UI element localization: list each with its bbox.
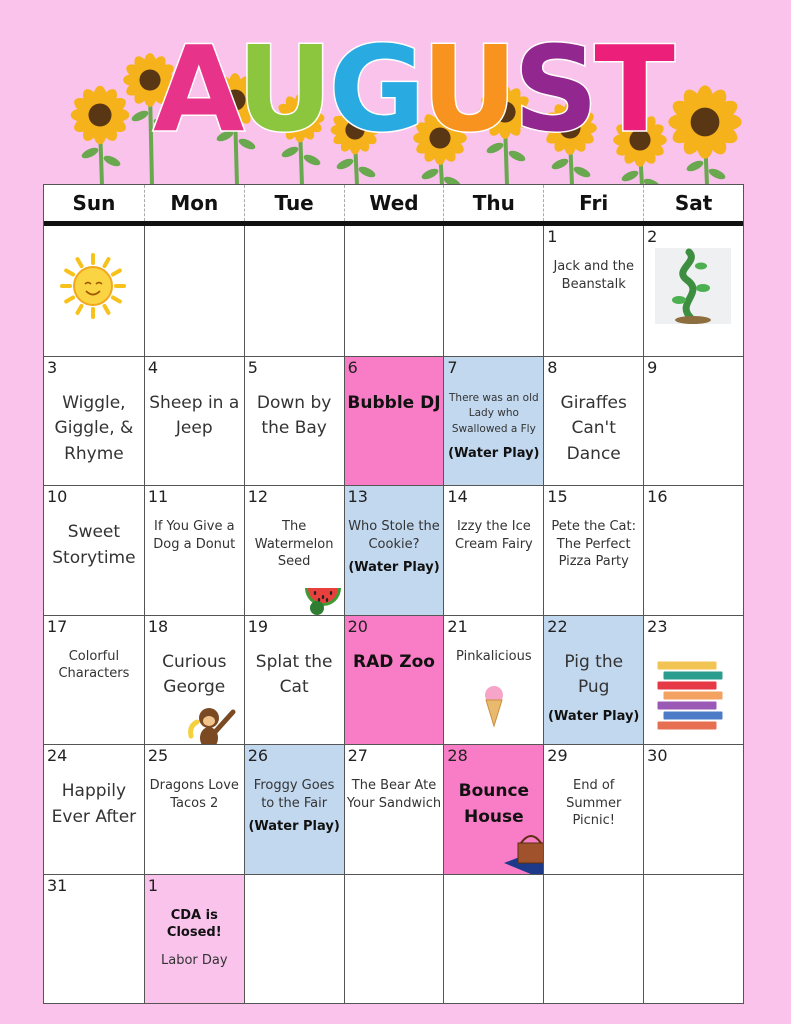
event-title: Splat the Cat <box>255 651 333 697</box>
water-play-note: (Water Play) <box>548 708 640 724</box>
event-title: Curious George <box>162 651 227 697</box>
event-title-wrap <box>446 391 541 464</box>
day-cell <box>144 615 244 745</box>
event-title-wrap <box>446 648 541 666</box>
day-cell <box>144 356 244 486</box>
day-number: 10 <box>47 487 68 506</box>
day-cell <box>344 485 444 615</box>
event-title-wrap <box>546 518 641 571</box>
day-cell <box>443 744 543 874</box>
day-number: 12 <box>247 487 269 506</box>
event-title-wrap <box>247 777 342 836</box>
day-cell <box>44 874 144 1004</box>
event-title-wrap <box>147 650 242 701</box>
day-cell <box>44 615 144 745</box>
beanstalk-icon <box>655 248 731 324</box>
weekday-header <box>44 185 743 226</box>
day-cell <box>344 874 444 1004</box>
event-title-wrap <box>546 391 641 468</box>
event-title-wrap <box>546 258 641 293</box>
day-number: 23 <box>647 616 668 636</box>
title-letter: T <box>594 20 671 158</box>
day-cell <box>543 226 643 356</box>
weekday-label: Wed <box>344 185 444 221</box>
day-cell <box>443 615 543 745</box>
event-title-wrap <box>46 648 142 683</box>
day-cell <box>44 744 144 874</box>
event-title: Bounce House <box>458 781 530 827</box>
event-title-wrap <box>147 518 242 553</box>
event-title: If You Give a Dog a Donut <box>153 519 236 552</box>
day-number: 27 <box>347 746 368 765</box>
day-number: 19 <box>247 616 269 636</box>
day-cell <box>643 874 743 1004</box>
day-cell <box>44 485 144 615</box>
weekday-label: Sat <box>643 185 743 221</box>
monkey-icon <box>185 706 243 745</box>
event-title: End of Summer Picnic! <box>566 778 622 829</box>
water-play-note: (Water Play) <box>348 560 440 576</box>
day-number: 22 <box>547 616 568 636</box>
event-title: The Watermelon Seed <box>254 519 334 570</box>
day-number: 4 <box>147 357 159 377</box>
event-title: Happily Ever After <box>51 781 137 827</box>
day-cell <box>643 226 743 356</box>
day-number: 2 <box>647 227 658 246</box>
day-number: 29 <box>547 746 568 765</box>
day-cell <box>344 744 444 874</box>
day-number: 26 <box>247 746 269 765</box>
day-cell <box>543 744 643 874</box>
event-title-wrap <box>347 391 442 417</box>
event-title: Down by the Bay <box>256 392 332 438</box>
event-title-wrap <box>446 518 541 553</box>
water-play-note: (Water Play) <box>448 445 540 461</box>
event-title-wrap <box>347 650 442 676</box>
day-number: 5 <box>247 357 258 377</box>
sunflower-icon <box>71 86 130 185</box>
title-letter: S <box>513 20 595 158</box>
event-title: Froggy Goes to the Fair <box>253 778 335 811</box>
event-title-wrap <box>46 520 142 571</box>
day-cell <box>643 744 743 874</box>
calendar <box>43 184 744 1004</box>
event-title-wrap <box>147 907 242 970</box>
event-title: Pinkalicious <box>456 648 532 664</box>
event-title: There was an old Lady who Swallowed a Fly <box>449 391 539 435</box>
event-title-wrap <box>147 391 242 442</box>
day-number: 24 <box>47 746 68 765</box>
weekday-label: Fri <box>543 185 643 221</box>
sunflower-icon <box>668 85 741 185</box>
holiday-label: Labor Day <box>160 952 228 968</box>
day-number: 28 <box>447 746 468 765</box>
title-letter: U <box>236 20 329 158</box>
event-title-wrap <box>46 779 142 830</box>
day-cell <box>643 356 743 486</box>
day-number: 14 <box>447 487 468 506</box>
page-title <box>153 20 674 158</box>
day-number: 15 <box>547 487 568 506</box>
event-title: RAD Zoo <box>353 651 435 672</box>
weekday-label: Sun <box>72 191 116 215</box>
watermelon-icon <box>303 578 343 615</box>
day-number: 13 <box>347 487 368 506</box>
title-banner <box>0 0 791 190</box>
event-title-wrap <box>46 391 142 468</box>
day-cell <box>543 874 643 1004</box>
event-title: Jack and the Beanstalk <box>553 259 634 292</box>
day-cell <box>443 226 543 356</box>
calendar-grid <box>44 226 743 1003</box>
day-number: 7 <box>447 357 458 377</box>
event-title: Izzy the Ice Cream Fairy <box>454 519 533 552</box>
day-cell <box>443 485 543 615</box>
day-cell <box>244 226 344 356</box>
day-cell <box>543 485 643 615</box>
day-number: 9 <box>647 357 658 377</box>
day-cell <box>244 874 344 1004</box>
day-number: 30 <box>647 746 668 765</box>
event-title-wrap <box>347 518 442 577</box>
weekday-label: Tue <box>244 185 344 221</box>
day-cell <box>44 356 144 486</box>
sun-icon <box>58 251 128 321</box>
event-title: Sheep in a Jeep <box>149 392 240 438</box>
ice-cream-icon <box>482 684 506 728</box>
event-title: Colorful Characters <box>58 648 130 682</box>
event-title: The Bear Ate Your Sandwich <box>346 778 442 811</box>
day-number: 25 <box>147 746 169 765</box>
day-cell <box>344 356 444 486</box>
day-number: 16 <box>647 487 668 506</box>
day-cell <box>44 226 144 356</box>
day-number: 8 <box>547 357 558 377</box>
event-title: Pete the Cat: The Perfect Pizza Party <box>551 519 636 570</box>
event-title-wrap <box>247 518 342 571</box>
day-cell <box>344 226 444 356</box>
event-title: Dragons Love Tacos 2 <box>149 778 239 811</box>
weekday-label: Thu <box>443 185 543 221</box>
day-cell <box>443 874 543 1004</box>
day-number: 1 <box>147 875 159 895</box>
day-number: 21 <box>447 616 468 636</box>
day-number: 17 <box>47 616 68 636</box>
day-number: 18 <box>147 616 169 636</box>
day-number: 20 <box>347 616 368 636</box>
day-number: 11 <box>147 487 169 506</box>
title-letter: G <box>328 20 422 158</box>
title-letter: U <box>421 20 514 158</box>
day-number: 31 <box>47 875 68 895</box>
day-cell <box>443 356 543 486</box>
event-title: Bubble DJ <box>347 392 441 413</box>
title-letter: A <box>153 20 237 158</box>
event-title: Wiggle, Giggle, & Rhyme <box>54 392 134 464</box>
water-play-note: (Water Play) <box>248 819 340 835</box>
event-title-wrap <box>546 650 641 727</box>
day-cell <box>144 485 244 615</box>
day-number: 3 <box>47 357 58 377</box>
books-icon <box>654 652 730 736</box>
event-title-wrap <box>247 650 342 701</box>
day-cell <box>643 615 743 745</box>
event-title-wrap <box>446 779 541 830</box>
day-cell <box>543 356 643 486</box>
day-number: 6 <box>347 357 358 377</box>
event-title: CDA is Closed! <box>166 907 222 941</box>
day-cell <box>244 485 344 615</box>
event-title-wrap <box>247 391 342 442</box>
event-title: Who Stole the Cookie? <box>348 519 440 552</box>
day-cell <box>543 615 643 745</box>
event-title-wrap <box>546 777 641 830</box>
day-cell <box>344 615 444 745</box>
day-cell <box>144 744 244 874</box>
day-cell <box>244 356 344 486</box>
day-cell <box>244 615 344 745</box>
day-number: 1 <box>547 227 558 246</box>
day-cell <box>244 744 344 874</box>
event-title: Pig the Pug <box>564 651 624 697</box>
day-cell <box>643 485 743 615</box>
event-title: Giraffes Can't Dance <box>560 392 627 464</box>
event-title: Sweet Storytime <box>52 522 136 568</box>
day-cell <box>144 874 244 1004</box>
event-title-wrap <box>147 777 242 812</box>
day-cell <box>144 226 244 356</box>
event-title-wrap <box>347 777 442 812</box>
picnic-icon <box>500 833 543 874</box>
weekday-label: Mon <box>144 185 244 221</box>
